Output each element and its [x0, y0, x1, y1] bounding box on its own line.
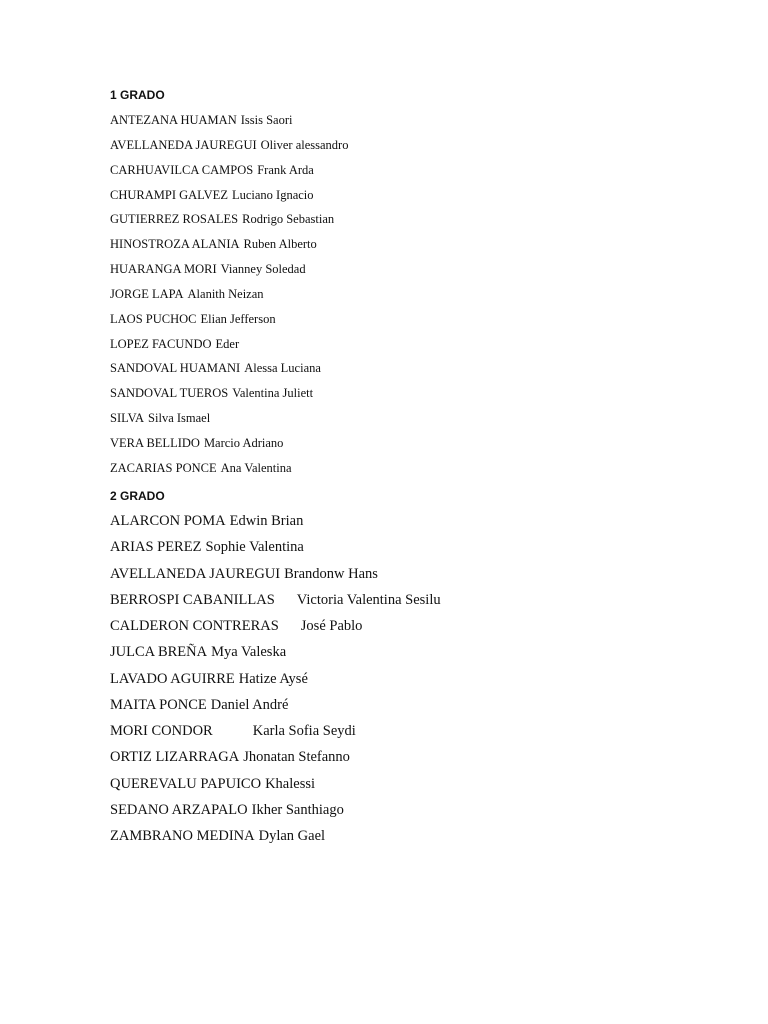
student-row	[110, 722, 441, 748]
student-row	[110, 827, 441, 853]
student-first-name: Marcio Adriano	[203, 435, 284, 450]
student-last-name: LAOS PUCHOC	[110, 311, 197, 326]
student-row	[110, 360, 348, 385]
student-row	[110, 775, 441, 801]
student-last-name: ZACARIAS PONCE	[110, 460, 217, 475]
student-row	[110, 187, 348, 212]
student-list-2-grado	[110, 512, 441, 853]
student-row	[110, 748, 441, 774]
student-last-name: SILVA	[110, 411, 145, 426]
student-first-name: Edwin Brian	[229, 513, 304, 529]
student-row	[110, 211, 348, 236]
student-row	[110, 591, 441, 617]
student-last-name: AVELLANEDA JAUREGUI	[110, 565, 281, 582]
student-first-name: Karla Sofia Seydi	[252, 723, 356, 739]
student-first-name: Ana Valentina	[220, 460, 292, 475]
student-last-name: LAVADO AGUIRRE	[110, 670, 235, 687]
student-last-name: JORGE LAPA	[110, 286, 184, 301]
student-row	[110, 385, 348, 410]
student-first-name: Hatize Aysé	[238, 670, 308, 687]
student-first-name: Daniel André	[210, 696, 289, 713]
student-first-name: Luciano Ignacio	[231, 187, 314, 202]
student-row	[110, 435, 348, 460]
student-row	[110, 336, 348, 361]
student-row	[110, 670, 441, 696]
student-first-name: Elian Jefferson	[200, 311, 276, 326]
student-last-name: GUTIERREZ ROSALES	[110, 212, 239, 227]
student-last-name: ANTEZANA HUAMAN	[110, 113, 237, 127]
student-last-name: LOPEZ FACUNDO	[110, 336, 212, 351]
student-first-name: Jhonatan Stefanno	[243, 749, 350, 766]
student-row	[110, 617, 441, 643]
student-first-name: Ruben Alberto	[243, 237, 317, 252]
student-first-name: Eder	[215, 336, 240, 351]
student-row	[110, 261, 348, 286]
student-row	[110, 696, 441, 722]
student-last-name: JULCA BREÑA	[110, 644, 208, 661]
student-last-name: ZAMBRANO MEDINA	[110, 828, 255, 844]
student-last-name: ALARCON POMA	[110, 513, 226, 529]
student-last-name: SEDANO ARZAPALO	[110, 801, 248, 818]
student-first-name: Mya Valeska	[211, 644, 287, 661]
student-last-name: BERROSPI CABANILLAS	[110, 591, 275, 608]
student-first-name: Ikher Santhiago	[251, 801, 344, 818]
student-row	[110, 286, 348, 311]
student-row	[110, 162, 348, 187]
student-row	[110, 460, 348, 485]
student-first-name: Frank Arda	[257, 162, 314, 177]
student-last-name: HINOSTROZA ALANIA	[110, 237, 240, 252]
student-first-name: Issis Saori	[240, 113, 293, 127]
student-row	[110, 236, 348, 261]
student-row	[110, 538, 441, 564]
student-row	[110, 137, 348, 162]
student-first-name: Rodrigo Sebastian	[242, 212, 335, 227]
student-last-name: SANDOVAL HUAMANI	[110, 361, 241, 376]
student-last-name: MORI CONDOR	[110, 723, 213, 739]
student-first-name: Alessa Luciana	[244, 361, 321, 376]
student-first-name: Victoria Valentina Sesilu	[296, 591, 441, 608]
student-last-name: QUEREVALU PAPUICO	[110, 775, 262, 792]
student-last-name: CARHUAVILCA CAMPOS	[110, 162, 254, 177]
student-row	[110, 512, 441, 538]
student-row	[110, 112, 348, 137]
student-row	[110, 311, 348, 336]
student-first-name: Alanith Neizan	[187, 286, 264, 301]
student-first-name: Oliver alessandro	[260, 137, 349, 152]
student-first-name: Brandonw Hans	[284, 565, 378, 582]
student-row	[110, 565, 441, 591]
section-heading-1-grado: 1 GRADO	[110, 88, 165, 102]
student-last-name: MAITA PONCE	[110, 696, 207, 713]
student-row	[110, 410, 348, 435]
student-first-name: Sophie Valentina	[205, 539, 304, 556]
student-last-name: CHURAMPI GALVEZ	[110, 187, 228, 202]
student-last-name: SANDOVAL TUEROS	[110, 386, 229, 401]
student-last-name: AVELLANEDA JAUREGUI	[110, 137, 257, 152]
student-last-name: HUARANGA MORI	[110, 262, 217, 277]
student-first-name: Vianney Soledad	[220, 262, 306, 277]
student-last-name: ORTIZ LIZARRAGA	[110, 749, 240, 766]
student-last-name: ARIAS PEREZ	[110, 539, 202, 556]
student-row	[110, 643, 441, 669]
student-first-name: Dylan Gael	[258, 828, 326, 844]
student-first-name: Valentina Juliett	[232, 386, 314, 401]
student-first-name: Khalessi	[265, 775, 316, 792]
student-last-name: VERA BELLIDO	[110, 435, 200, 450]
student-first-name: Silva Ismael	[148, 411, 211, 426]
student-list-1-grado	[110, 112, 348, 485]
section-heading-2-grado: 2 GRADO	[110, 489, 165, 503]
student-last-name: CALDERON CONTRERAS	[110, 618, 279, 634]
student-first-name: José Pablo	[300, 618, 363, 634]
student-row	[110, 801, 441, 827]
